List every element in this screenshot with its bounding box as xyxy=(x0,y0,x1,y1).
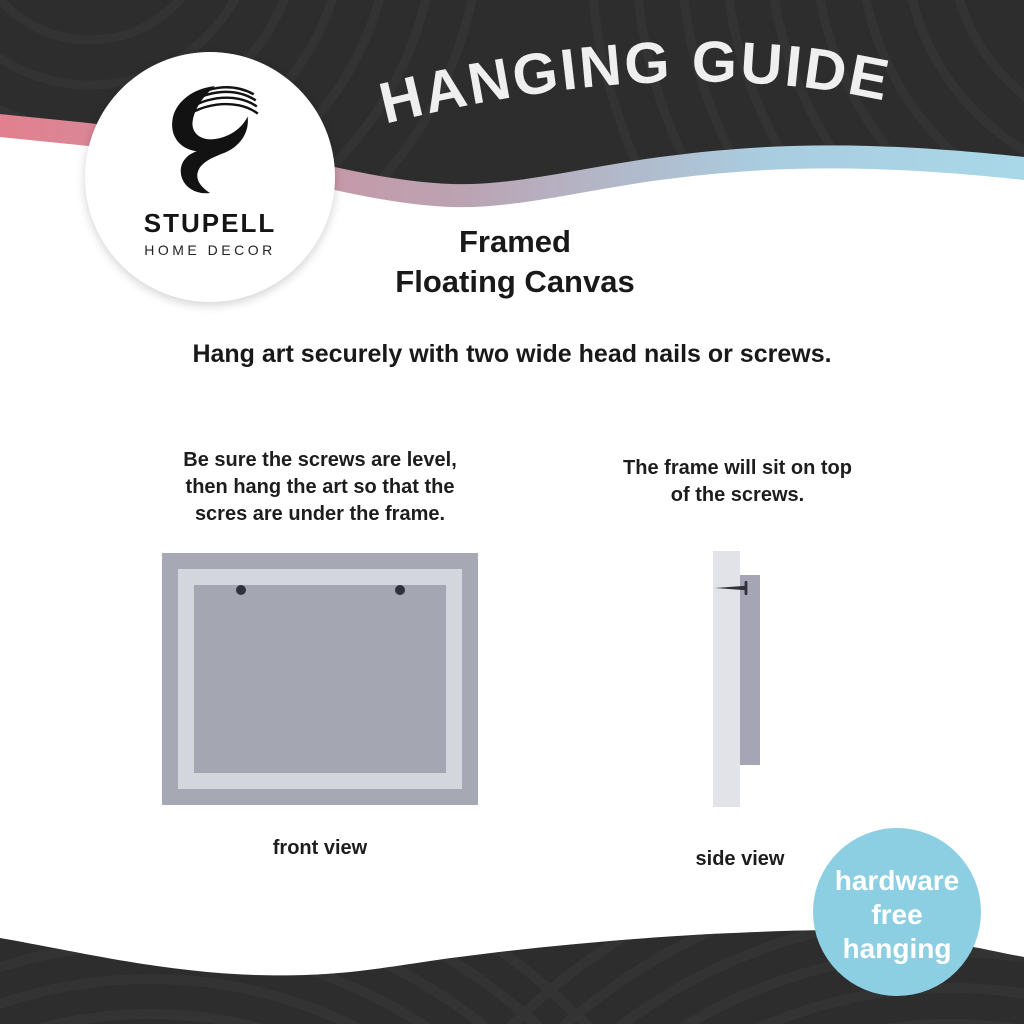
product-title-line1: Framed xyxy=(459,224,571,259)
brand-tagline: HOME DECOR xyxy=(144,242,276,258)
hardware-free-badge xyxy=(813,828,981,996)
side-view-note xyxy=(560,455,915,509)
product-title xyxy=(292,222,738,302)
frame-mat xyxy=(178,569,462,789)
side-view-caption: side view xyxy=(695,848,785,870)
stupell-swoosh-logo-icon xyxy=(154,78,266,196)
intro-text: Hang art securely with two wide head nails or screws. xyxy=(192,340,832,368)
left-nail-icon xyxy=(236,585,246,595)
side-note-line2: of the screws. xyxy=(670,484,805,506)
side-view-canvas-bar xyxy=(740,575,760,765)
badge-line1: hardware xyxy=(834,865,960,896)
front-view-caption: front view xyxy=(272,837,368,859)
product-title-line2: Floating Canvas xyxy=(395,264,635,299)
front-note-line3: scres are under the frame. xyxy=(194,503,446,525)
badge-line3: hanging xyxy=(842,933,952,964)
front-note-line2: then hang the art so that the xyxy=(185,476,455,498)
right-nail-icon xyxy=(395,585,405,595)
badge-text xyxy=(813,864,981,966)
frame-canvas xyxy=(194,585,446,773)
header-title: HANGING GUIDE xyxy=(373,29,897,137)
front-view-diagram-frame xyxy=(162,553,478,805)
front-view-note xyxy=(130,447,510,528)
side-nail-icon xyxy=(712,579,754,597)
badge-line2: free xyxy=(871,899,923,930)
front-note-line1: Be sure the screws are level, xyxy=(183,449,457,471)
brand-logo-circle xyxy=(85,52,335,302)
side-note-line1: The frame will sit on top xyxy=(623,457,852,479)
brand-name: STUPELL xyxy=(143,208,277,238)
